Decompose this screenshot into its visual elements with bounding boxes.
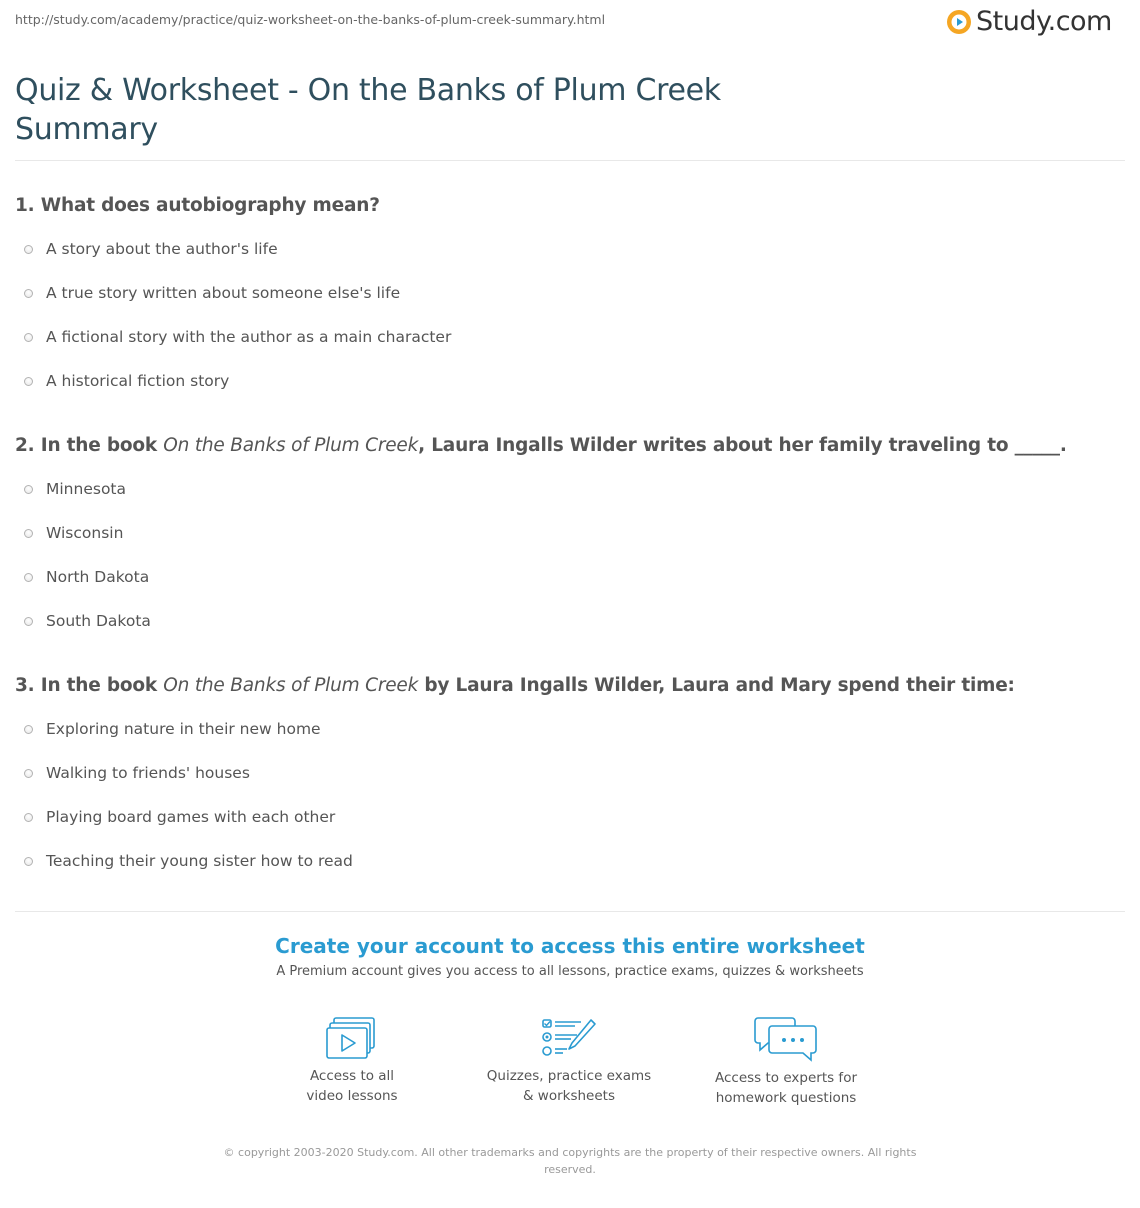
radio-button[interactable] — [24, 813, 33, 822]
radio-button[interactable] — [24, 857, 33, 866]
create-account-link[interactable]: Create your account to access this entire worksheet — [275, 934, 865, 958]
page-url: http://study.com/academy/practice/quiz-worksheet-on-the-banks-of-plum-creek-summary.html — [15, 12, 606, 27]
question-3: 3. In the book On the Banks of Plum Creek by Laura Ingalls Wilder, Laura and Mary spend their time: — [15, 675, 1015, 696]
radio-button[interactable] — [24, 769, 33, 778]
question-2: 2. In the book On the Banks of Plum Creek, Laura Ingalls Wilder writes about her family traveling to _____. — [15, 435, 1067, 456]
logo-play-icon — [946, 9, 972, 35]
study-logo[interactable] — [946, 8, 1112, 35]
radio-button[interactable] — [24, 725, 33, 734]
page-title: Quiz & Worksheet - On the Banks of Plum Creek Summary — [15, 73, 721, 147]
answer-option[interactable]: North Dakota — [24, 566, 149, 588]
chat-bubbles-icon — [754, 1016, 818, 1062]
feature-video-lessons — [262, 1016, 442, 1106]
answer-option[interactable]: Wisconsin — [24, 522, 123, 544]
book-title: On the Banks of Plum Creek — [163, 435, 419, 456]
answer-option[interactable]: Exploring nature in their new home — [24, 718, 321, 740]
question-1: 1. What does autobiography mean? — [15, 195, 380, 216]
answer-option[interactable]: South Dakota — [24, 610, 151, 632]
premium-description: A Premium account gives you access to all lessons, practice exams, quizzes & worksheets — [276, 964, 864, 979]
feature-experts — [696, 1016, 876, 1108]
answer-option[interactable]: Minnesota — [24, 478, 126, 500]
logo-text: Study.com — [976, 6, 1112, 37]
answer-option[interactable]: A fictional story with the author as a main character — [24, 326, 451, 348]
radio-button[interactable] — [24, 289, 33, 298]
feature-label: Quizzes, practice exams & worksheets — [486, 1068, 652, 1104]
book-title: On the Banks of Plum Creek — [163, 675, 419, 696]
copyright-notice: © copyright 2003-2020 Study.com. All other trademarks and copyrights are the property of their respective owners. All rights reserved. — [223, 1146, 917, 1176]
radio-button[interactable] — [24, 617, 33, 626]
title-divider — [15, 160, 1125, 161]
feature-label: Access to experts for homework questions — [714, 1070, 857, 1106]
radio-button[interactable] — [24, 529, 33, 538]
quiz-checklist-icon — [541, 1016, 597, 1060]
radio-button[interactable] — [24, 485, 33, 494]
radio-button[interactable] — [24, 573, 33, 582]
cta-divider — [15, 911, 1125, 912]
radio-button[interactable] — [24, 333, 33, 342]
answer-option[interactable]: Playing board games with each other — [24, 806, 335, 828]
answer-option[interactable]: A story about the author's life — [24, 238, 278, 260]
answer-option[interactable]: A historical fiction story — [24, 370, 229, 392]
answer-option[interactable]: Walking to friends' houses — [24, 762, 250, 784]
radio-button[interactable] — [24, 245, 33, 254]
video-lessons-icon — [326, 1016, 378, 1060]
feature-label: Access to all video lessons — [306, 1068, 398, 1104]
feature-quizzes — [479, 1016, 659, 1106]
answer-option[interactable]: Teaching their young sister how to read — [24, 850, 353, 872]
answer-option[interactable]: A true story written about someone else's life — [24, 282, 400, 304]
radio-button[interactable] — [24, 377, 33, 386]
